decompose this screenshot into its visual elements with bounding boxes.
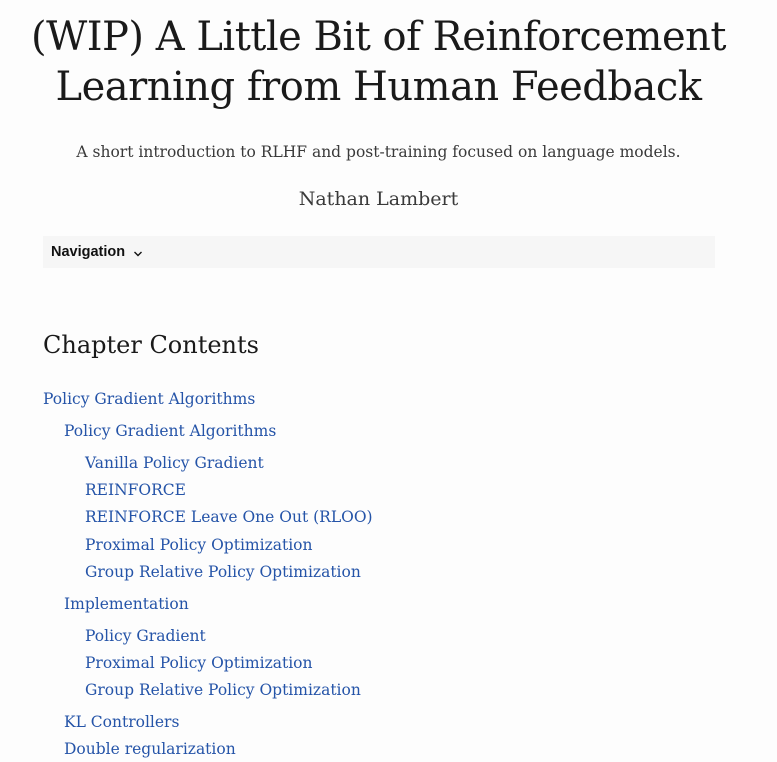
author-name: Nathan Lambert — [298, 188, 459, 210]
navigation-label: Navigation — [51, 244, 126, 260]
toc-link[interactable]: Policy Gradient Algorithms — [43, 390, 256, 408]
page-title — [0, 12, 757, 112]
page-subtitle: A short introduction to RLHF and post-training focused on language models. — [76, 143, 681, 161]
navigation-toggle[interactable] — [51, 244, 143, 260]
chevron-down-icon — [133, 247, 143, 257]
toc-link[interactable]: Group Relative Policy Optimization — [85, 563, 361, 581]
toc-link[interactable]: Vanilla Policy Gradient — [85, 454, 264, 472]
toc-link[interactable]: Policy Gradient — [85, 627, 206, 645]
toc-link[interactable]: Group Relative Policy Optimization — [85, 681, 361, 699]
navigation-bar — [43, 236, 715, 268]
page-title-line-1: (WIP) A Little Bit of Reinforcement — [31, 14, 726, 60]
toc-link[interactable]: KL Controllers — [64, 713, 180, 731]
page-title-line-2: Learning from Human Feedback — [55, 64, 702, 110]
toc-link[interactable]: Double regularization — [64, 740, 236, 758]
toc-link[interactable]: Implementation — [64, 595, 189, 613]
toc-link[interactable]: REINFORCE — [85, 481, 186, 499]
toc-link[interactable]: Proximal Policy Optimization — [85, 536, 313, 554]
toc-link[interactable]: Proximal Policy Optimization — [85, 654, 313, 672]
toc-link[interactable]: REINFORCE Leave One Out (RLOO) — [85, 508, 373, 526]
chapter-contents-heading: Chapter Contents — [43, 331, 259, 359]
toc-link[interactable]: Policy Gradient Algorithms — [64, 422, 277, 440]
